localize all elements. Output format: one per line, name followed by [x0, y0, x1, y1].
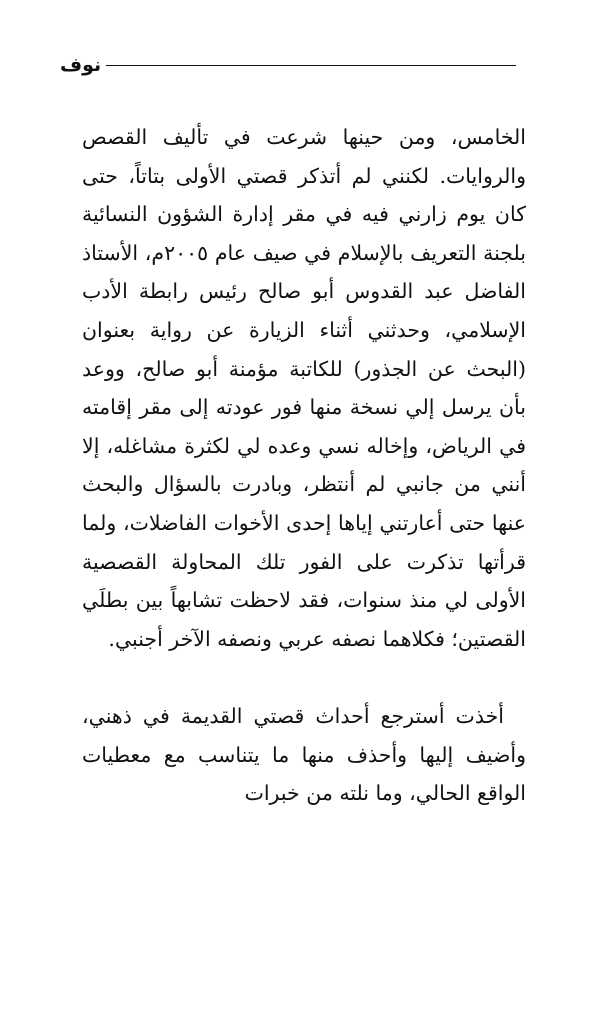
paragraph-gap — [82, 658, 526, 697]
running-header — [60, 50, 460, 80]
header-title: نوف — [60, 54, 102, 76]
header-rule — [106, 65, 516, 66]
paragraph-2: أخذت أسترجع أحداث قصتي القديمة في ذهني، وأضيف إليها وأحذف منها ما يتناسب مع معطيات الواقع الحالي، وما نلته من خبرات — [82, 703, 526, 806]
body-text — [82, 118, 526, 813]
paragraph-1: الخامس، ومن حينها شرعت في تأليف القصص والروايات. لكنني لم أتذكر قصتي الأولى بتاتاً، حتى كان يوم زارني فيه في مقر إدارة الشؤون النسائية بلجنة التعريف بالإسلام في صيف عام ٢٠٠٥م، الأستاذ الفاضل عبد القدوس أبو صالح رئيس رابطة الأدب الإسلامي، وحدثني أثناء الزيارة عن رواية بعنوان (البحث عن الجذور) للكاتبة مؤمنة أبو صالح، ووعد بأن يرسل إلي نسخة منها فور عودته إلى مقر إقامته في الرياض، وإخاله نسي وعده لي لكثرة مشاغله، إلا أنني من جانبي لم أنتظر، وبادرت بالسؤال والبحث عنها حتى أعارتني إياها إحدى الأخوات الفاضلات، ولما قرأتها تذكرت على الفور تلك المحاولة القصصية الأولى لي منذ سنوات، فقد لاحظت تشابهاً بين بطلَي القصتين؛ فكلاهما نصفه عربي ونصفه الآخر أجنبي. — [82, 125, 527, 651]
